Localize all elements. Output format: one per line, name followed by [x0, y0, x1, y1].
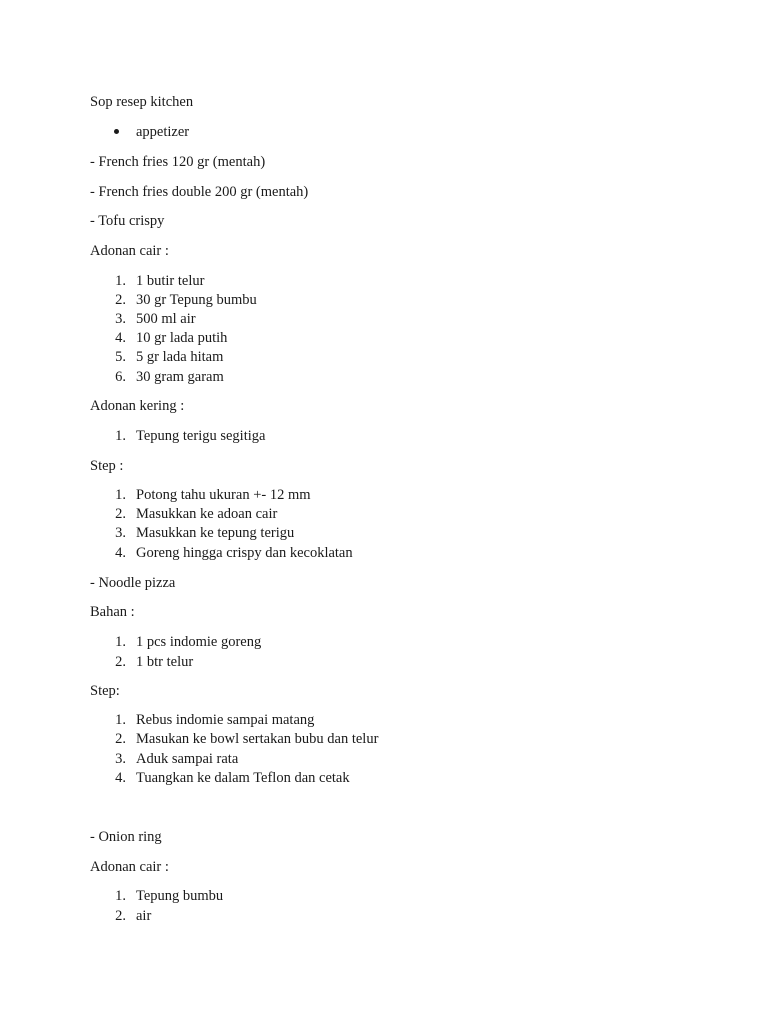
list-text: 1 pcs indomie goreng [136, 634, 262, 650]
list-number: 1. [115, 487, 126, 503]
list-item [90, 310, 690, 328]
list-item [90, 544, 690, 562]
section-label-adonan-kering: Adonan kering : [90, 398, 185, 414]
list-item [90, 633, 690, 651]
list-number: 1. [115, 428, 126, 444]
list-text: Tuangkan ke dalam Teflon dan cetak [136, 770, 350, 786]
list-item [90, 750, 690, 768]
list-number: 1. [115, 634, 126, 650]
list-number: 4. [115, 770, 126, 786]
list-number: 5. [115, 349, 126, 365]
menu-item-noodle-pizza: - Noodle pizza [90, 575, 176, 591]
list-text: Rebus indomie sampai matang [136, 712, 315, 728]
bullet-item [90, 123, 690, 141]
list-number: 4. [115, 545, 126, 561]
list-text: Tepung terigu segitiga [136, 428, 266, 444]
bullet-text: appetizer [136, 124, 190, 140]
list-text: air [136, 908, 152, 924]
list-number: 1. [115, 888, 126, 904]
list-text: 1 btr telur [136, 654, 194, 670]
list-item [90, 711, 690, 729]
list-text: Tepung bumbu [136, 888, 224, 904]
list-item [90, 653, 690, 671]
list-item [90, 329, 690, 347]
list-text: 1 butir telur [136, 273, 205, 289]
section-label-adonan-cair: Adonan cair : [90, 859, 169, 875]
list-item [90, 887, 690, 905]
list-item [90, 486, 690, 504]
bullet-dot-icon [114, 129, 119, 134]
list-item [90, 505, 690, 523]
list-text: Goreng hingga crispy dan kecoklatan [136, 545, 353, 561]
section-label-step: Step : [90, 458, 124, 474]
list-item [90, 524, 690, 542]
list-text: 30 gram garam [136, 369, 224, 385]
list-number: 3. [115, 311, 126, 327]
list-text: 5 gr lada hitam [136, 349, 224, 365]
list-item [90, 348, 690, 366]
list-number: 2. [115, 908, 126, 924]
list-text: Masukkan ke tepung terigu [136, 525, 295, 541]
list-item [90, 730, 690, 748]
list-item [90, 272, 690, 290]
list-number: 2. [115, 292, 126, 308]
menu-item-tofu-crispy: - Tofu crispy [90, 213, 165, 229]
list-text: 10 gr lada putih [136, 330, 228, 346]
list-item [90, 769, 690, 787]
list-text: 30 gr Tepung bumbu [136, 292, 257, 308]
document-title: Sop resep kitchen [90, 94, 194, 110]
menu-item-french-fries-double: - French fries double 200 gr (mentah) [90, 184, 309, 200]
list-number: 3. [115, 751, 126, 767]
list-number: 2. [115, 506, 126, 522]
list-item [90, 907, 690, 925]
list-number: 2. [115, 654, 126, 670]
section-label-bahan: Bahan : [90, 604, 135, 620]
list-item [90, 427, 690, 445]
list-item [90, 291, 690, 309]
list-text: Aduk sampai rata [136, 751, 239, 767]
menu-item-french-fries: - French fries 120 gr (mentah) [90, 154, 266, 170]
list-text: Masukkan ke adoan cair [136, 506, 278, 522]
list-number: 6. [115, 369, 126, 385]
section-label-step: Step: [90, 683, 120, 699]
list-number: 4. [115, 330, 126, 346]
list-number: 1. [115, 273, 126, 289]
list-text: 500 ml air [136, 311, 196, 327]
list-text: Potong tahu ukuran +- 12 mm [136, 487, 311, 503]
list-number: 1. [115, 712, 126, 728]
menu-item-onion-ring: - Onion ring [90, 829, 162, 845]
list-number: 2. [115, 731, 126, 747]
list-number: 3. [115, 525, 126, 541]
section-label-adonan-cair: Adonan cair : [90, 243, 169, 259]
list-item [90, 368, 690, 386]
list-text: Masukan ke bowl sertakan bubu dan telur [136, 731, 379, 747]
